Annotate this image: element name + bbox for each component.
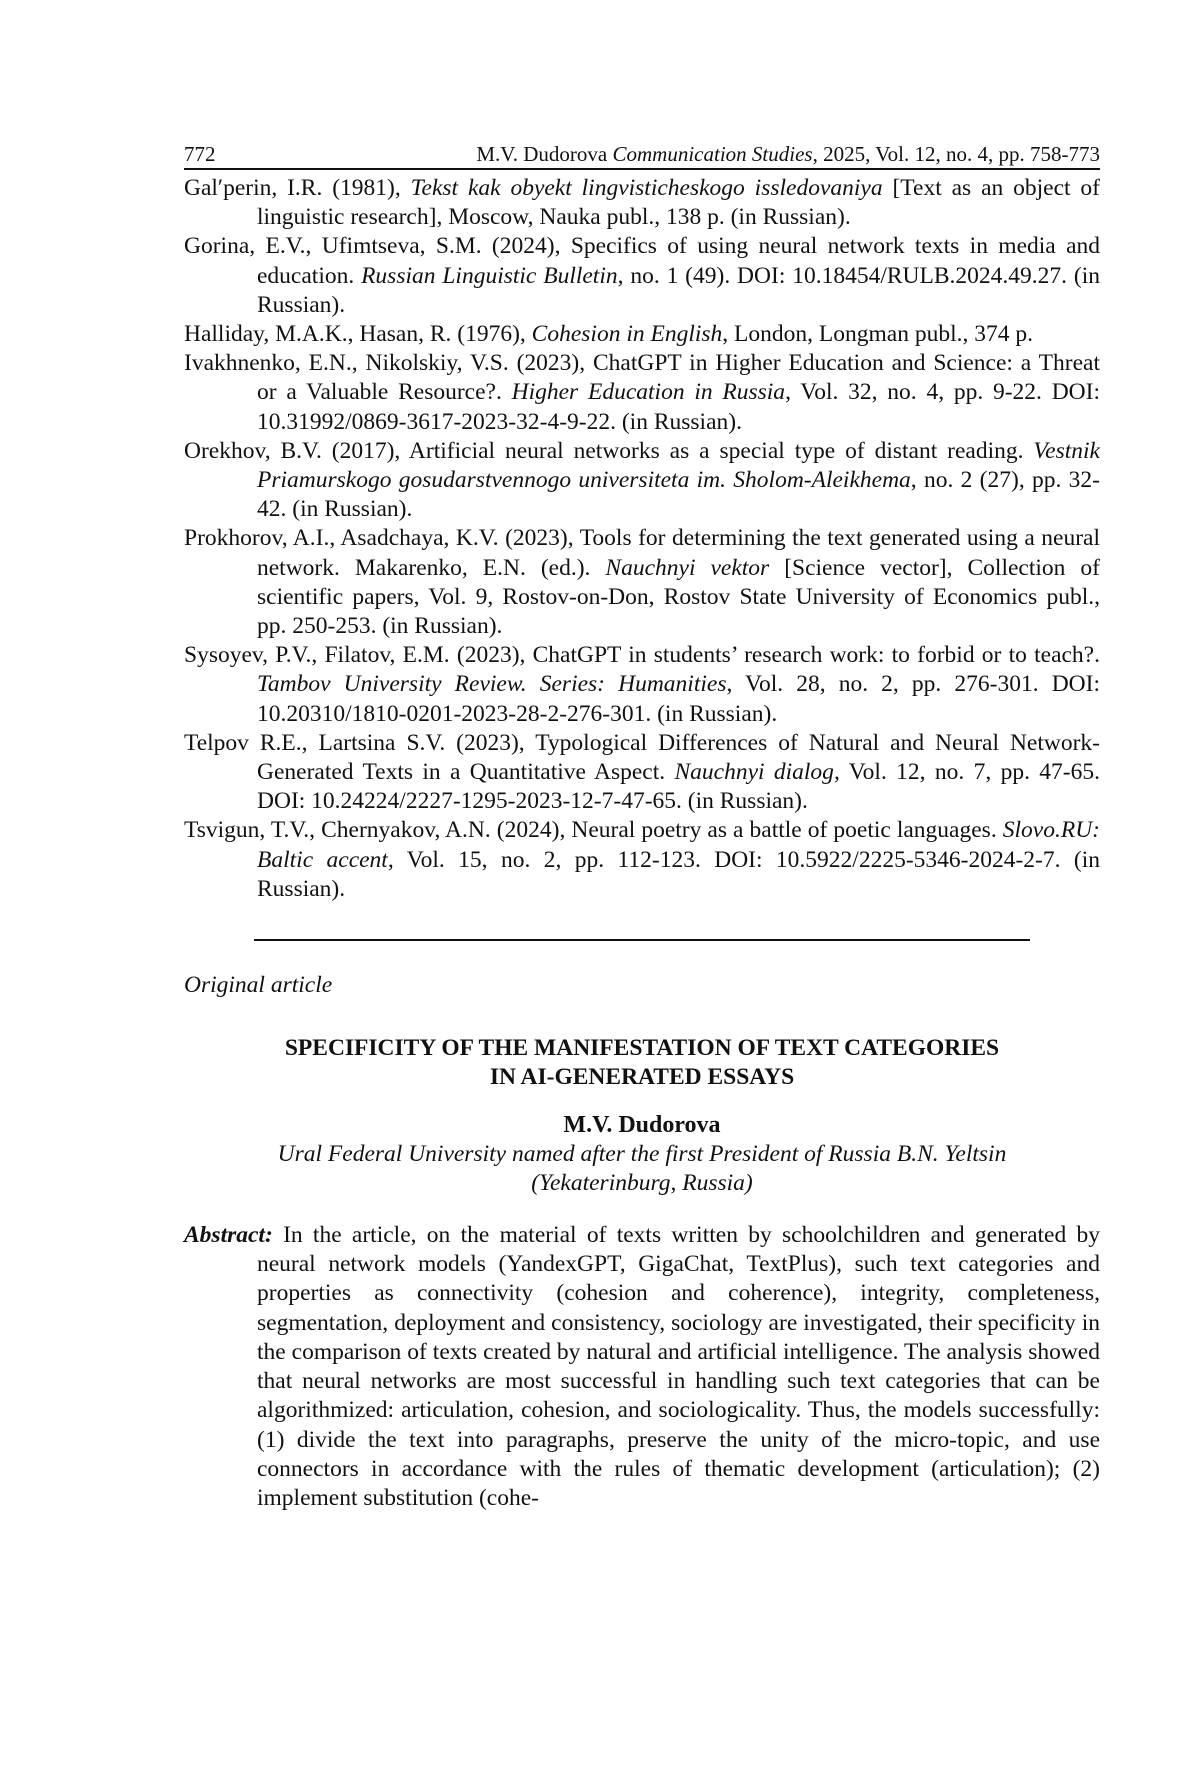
article-type: Original article [184, 972, 333, 999]
article-author: M.V. Dudorova [563, 1112, 721, 1139]
reference-item: Orekhov, B.V. (2017), Artificial neural networks as a special type of distant reading. Vestnik Priamurskogo gosudarstvennogo universiteta im. Sholom-Aleikhema, no. 2 (27), pp. 32-42. (in Russian). [184, 437, 1100, 523]
affiliation-line: (Yekaterinburg, Russia) [531, 1170, 753, 1197]
page [184, 140, 1100, 1537]
reference-item: Halliday, M.A.K., Hasan, R. (1976), Cohesion in English, London, Longman publ., 374 p. [184, 321, 1033, 348]
section-divider [254, 939, 1030, 941]
reference-item: Tsvigun, T.V., Chernyakov, A.N. (2024), Neural poetry as a battle of poetic languages. Slovo.RU: Baltic accent, Vol. 15, no. 2, pp. 112-123. DOI: 10.5922/2225-5346-2024-2-7. (in Russian). [184, 817, 1100, 902]
article-title [184, 1034, 1100, 1092]
reference-item: Sysoyev, P.V., Filatov, E.M. (2023), ChatGPT in students’ research work: to forbid or to teach?. Tambov University Review. Series: Humanities, Vol. 28, no. 2, pp. 276-301. DOI: 10.20310/1810-0201-2023-28-2-276-301. (in Russian). [184, 642, 1100, 727]
article-title-line: SPECIFICITY OF THE MANIFESTATION OF TEXT CATEGORIES [284, 1035, 1000, 1062]
running-head [184, 140, 1100, 170]
abstract-text: In the article, on the material of texts written by schoolchildren and generated by neural network models (YandexGPT, GigaChat, TextPlus), such text categories and properties as connectivity (cohesion and coherence), integrity, completeness, segmentation, deployment and consistency, sociology are investigated, their specificity in the comparison of texts created by natural and artificial intelligence. The analysis showed that neural networks are most successful in handling such text categories that can be algorithmized: articulation, cohesion, and sociologicality. Thus, the models successfully: (1) divide the text into paragraphs, preserve the unity of the micro-topic, and use connectors in accordance with the rules of thematic development (articulation); (2) implement substitution (cohe- [257, 1222, 1100, 1511]
affiliation-line: Ural Federal University named after the first President of Russia B.N. Yeltsin [277, 1141, 1007, 1168]
article-title-line: IN AI-GENERATED ESSAYS [489, 1064, 795, 1091]
reference-item: Prokhorov, A.I., Asadchaya, K.V. (2023), Tools for determining the text generated using a neural network. Makarenko, E.N. (ed.). Nauchnyi vektor [Science vector], Collection of scientific papers, Vol. 9, Rostov-on-Don, Rostov State University of Economics publ., pp. 250-253. (in Russian). [184, 525, 1100, 640]
running-head-journal: Communication Studies [612, 142, 813, 166]
abstract-label: Abstract: [184, 1222, 273, 1249]
running-head-author: M.V. Dudorova [476, 142, 608, 166]
page-number: 772 [184, 142, 216, 166]
reference-list [184, 174, 1100, 904]
reference-item: Ivakhnenko, E.N., Nikolskiy, V.S. (2023), ChatGPT in Higher Education and Science: a Threat or a Valuable Resource?. Higher Education in Russia, Vol. 32, no. 4, pp. 9-22. DOI: 10.31992/0869-3617-2023-32-4-9-22. (in Russian). [184, 350, 1100, 435]
author-affiliation [184, 1140, 1100, 1198]
running-head-citation [476, 140, 1100, 168]
reference-item: Gorina, E.V., Ufimtseva, S.M. (2024), Specifics of using neural network texts in media and education. Russian Linguistic Bulletin, no. 1 (49). DOI: 10.18454/RULB.2024.49.27. (in Russian). [184, 233, 1100, 318]
running-head-details: , 2025, Vol. 12, no. 4, pp. 758-773 [812, 142, 1100, 166]
abstract [184, 1221, 1100, 1513]
reference-item: Gal′perin, I.R. (1981), Tekst kak obyekt lingvisticheskogo issledovaniya [Text as an object of linguistic research], Moscow, Nauka publ., 138 p. (in Russian). [184, 175, 1100, 231]
reference-item: Telpov R.E., Lartsina S.V. (2023), Typological Differences of Natural and Neural Network-Generated Texts in a Quantitative Aspect. Nauchnyi dialog, Vol. 12, no. 7, pp. 47-65. DOI: 10.24224/2227-1295-2023-12-7-47-65. (in Russian). [184, 729, 1100, 815]
